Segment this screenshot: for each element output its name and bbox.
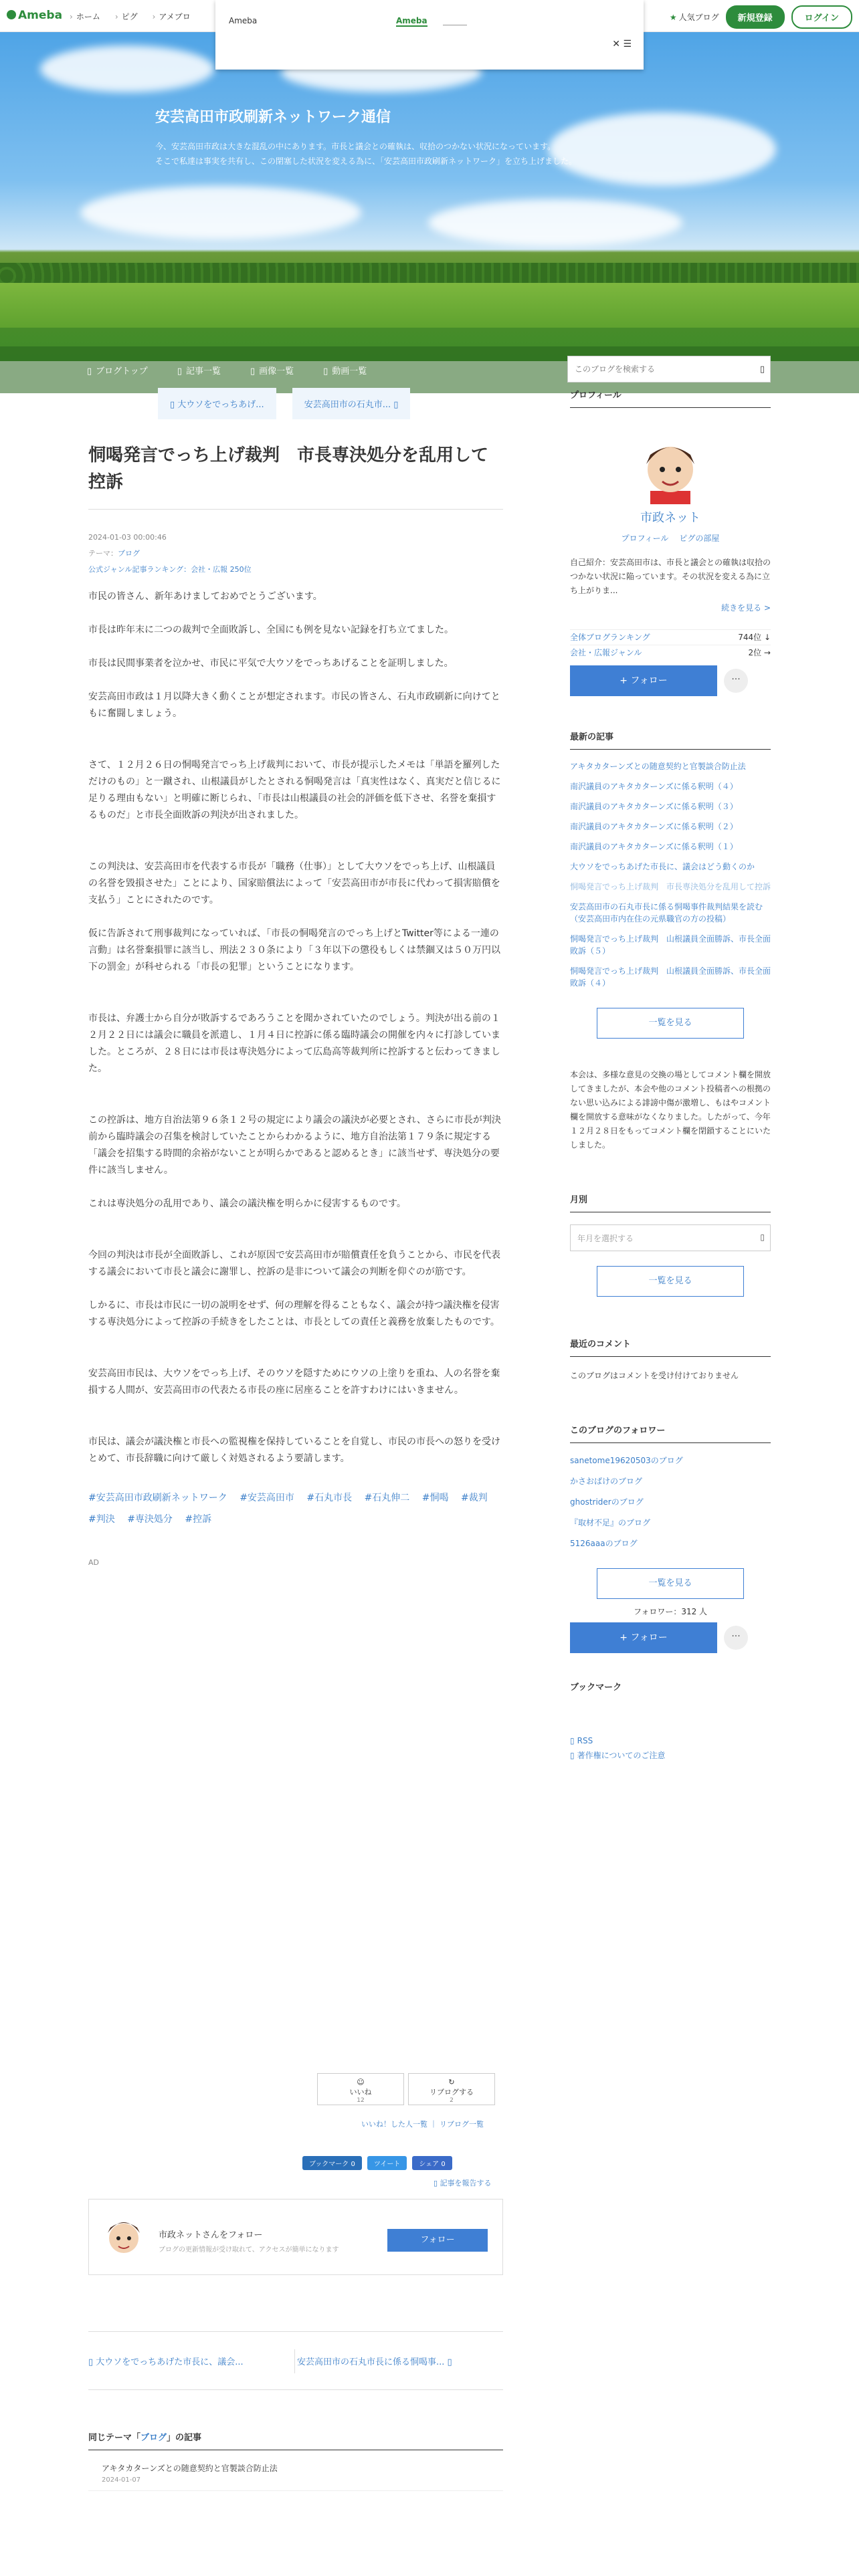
hashtag[interactable]: #裁判: [460, 1493, 488, 1503]
follow-box-desc: ブログの更新情報が受け取れて、アクセスが簡単になります: [159, 2246, 339, 2254]
hashtag[interactable]: #控訴: [185, 1514, 212, 1525]
facebook-share-button[interactable]: シェア 0: [412, 2156, 452, 2170]
article-paragraph: 市長は民間事業者を泣かせ、市民に平気で大ウソをでっちあげることを証明しました。: [88, 658, 454, 669]
rss-link[interactable]: ▯ RSS: [570, 1734, 771, 1747]
tree-line: [0, 263, 859, 283]
cloud: [40, 45, 214, 92]
follow-button[interactable]: + フォロー: [570, 665, 717, 696]
related-item-title: アキタカターンズとの随意契約と官製談合防止法: [102, 2464, 278, 2473]
overall-ranking-link[interactable]: 全体ブログランキング: [570, 633, 650, 642]
ameba-logo[interactable]: Ameba: [7, 9, 62, 22]
article-pager-bottom: [88, 2331, 503, 2390]
profile-link[interactable]: プロフィール: [621, 534, 669, 543]
blog-nav: [0, 346, 859, 393]
hatena-bookmark-button[interactable]: ブックマーク 0: [302, 2156, 362, 2170]
related-heading-post: 」の記事: [167, 2433, 202, 2443]
related-item[interactable]: [88, 2450, 503, 2491]
recent-article-link[interactable]: アキタカターンズとの随意契約と官製談合防止法: [570, 762, 746, 771]
blog-title[interactable]: 安芸高田市政刷新ネットワーク通信: [155, 109, 391, 126]
follower-link[interactable]: かさおばけのブログ: [570, 1477, 643, 1486]
article-paragraph: 安芸高田市民は、大ウソをでっち上げ、そのウソを隠すためにウソの上塗りを重ね、人の名誉を棄損する人間が、安芸高田市の代表たる市長の座に居座ることを許すわけにはいきません。: [88, 1368, 500, 1396]
nav-article-list[interactable]: ▯ 記事一覧: [177, 364, 221, 377]
follow-row: [570, 665, 771, 696]
pager-divider: [294, 2349, 295, 2373]
reblog-button[interactable]: [408, 2073, 495, 2105]
genre-ranking[interactable]: [88, 562, 503, 578]
monthly-archive: [570, 1192, 771, 1297]
smile-icon: ☺: [357, 2078, 365, 2086]
sidebar: [570, 388, 771, 1763]
top-nav-home[interactable]: › ホーム: [70, 11, 100, 22]
prev-article-link[interactable]: ▯ 大ウソをでっちあげ...: [158, 388, 276, 419]
pig-room-link[interactable]: ピグの部屋: [679, 534, 720, 543]
article-paragraph: さて、１２月２６日の恫喝発言でっち上げ裁判において、市長が提示したメモは「単語を羅列しただけのもの」と一蹴され、山根議員がしたとされる恫喝発言は「真実性はなく、真実だと信じるに足りる理由もない」と明確に断じられ、「市長は山根議員の社会的評価を低下させ、名誉を棄損するものだ」と市長全面敗訴の判決が出されました。: [88, 760, 501, 821]
reblog-count: 2: [450, 2097, 454, 2104]
reaction-links: いいね！した人一覧 ｜ リブログ一覧: [361, 2120, 484, 2129]
profile-avatar[interactable]: [637, 431, 704, 504]
article-paragraph: 市民の皆さん、新年あけましておめでとうございます。: [88, 591, 322, 602]
copyright-link[interactable]: ▯ 著作権についてのご注意: [570, 1747, 771, 1763]
ranking-row: [570, 629, 771, 645]
follow-box-name: 市政ネットさんをフォロー: [159, 2230, 263, 2240]
next-article-label: 安芸高田市の石丸市...: [304, 400, 391, 410]
read-more-link[interactable]: 続きを見る >: [721, 603, 771, 613]
follower-link[interactable]: ghostriderのブログ: [570, 1497, 644, 1507]
follow-box: [88, 2199, 503, 2275]
article-paragraph: 市長は、弁護士から自分が敗訴するであろうことを聞かされていたのでしょう。判決が出る前の１２月２２日には議会に職員を派遣し、１月４日に控訴に係る臨時議会の開催を内々に打診していました。ところが、２８日には市長は専決処分によって広島高等裁判所に控訴すると伝わってきました。: [88, 1013, 500, 1074]
nav-video-list[interactable]: ▯ 動画一覧: [323, 364, 367, 377]
reblog-icon: ↻: [448, 2078, 455, 2086]
comment-notice: 本会は、多様な意見の交換の場としてコメント欄を開放してきましたが、本会や他のコメント投稿者への根拠のない思い込みによる誹謗中傷が激増し、もはやコメント欄を開放する意味がなくなりました。したがって、今年１２月２８日をもってコメント欄を閉鎖することにいたしました。: [570, 1070, 771, 1150]
related-heading: [88, 2430, 503, 2450]
article-paragraph: これは専決処分の乱用であり、議会の議決権を明らかに侵害するものです。: [88, 1198, 406, 1209]
related-heading-theme[interactable]: ブログ: [140, 2433, 167, 2443]
search-icon[interactable]: ▯: [759, 364, 765, 374]
article-paragraph: 市長は昨年末に二つの裁判で全面敗訴し、全国にも例を見ない記録を打ち立てました。: [88, 625, 454, 635]
ranking-value: 会社・広報 250位: [191, 565, 252, 574]
blog-description: [155, 139, 684, 169]
top-right-actions: [670, 5, 852, 29]
followers-list-button[interactable]: 一覧を見る: [597, 1568, 744, 1599]
top-nav: [70, 11, 191, 22]
like-label: いいね: [349, 2088, 372, 2097]
nav-blog-top[interactable]: ▯ ブログトップ: [87, 364, 148, 377]
reblog-list-link[interactable]: リブログ一覧: [440, 2120, 484, 2129]
profile-description: 自己紹介：安芸高田市は、市長と議会との確執は収拾のつかない状況に陥っています。その状況を変える為に立ち上がりま...: [570, 558, 771, 595]
recent-article-link[interactable]: 南沢議員のアキタカターンズに係る釈明（２）: [570, 822, 738, 831]
recent-article-current[interactable]: 恫喝発言でっち上げ裁判 市長専決処分を乱用して控訴: [570, 882, 771, 891]
login-button[interactable]: ログイン: [791, 5, 852, 29]
ranking-row: [570, 645, 771, 660]
monthly-list-button[interactable]: 一覧を見る: [597, 1266, 744, 1297]
prev-article-bottom-link[interactable]: ▯ 大ウソをでっちあげた市長に、議会...: [88, 2357, 244, 2367]
hashtag[interactable]: #石丸伸二: [364, 1493, 410, 1503]
follower-link[interactable]: 『取材不足』のブログ: [570, 1518, 651, 1527]
follow-button[interactable]: + フォロー: [570, 1622, 717, 1653]
recent-list-button[interactable]: 一覧を見る: [597, 1008, 744, 1039]
hashtags: [88, 1487, 503, 1530]
followers-box: [570, 1423, 771, 1653]
ranking-box: [570, 629, 771, 660]
follow-row: [570, 1622, 771, 1653]
recent-article-link[interactable]: 大ウソをでっちあげた市長に、議会はどう動くのか: [570, 862, 755, 871]
blog-description-line: そこで私達は事実を共有し、この閉塞した状況を変える為に、「安芸高田市政刷新ネットワーク」を立ち上げました。: [155, 156, 577, 166]
recent-articles: [570, 730, 771, 1039]
article-paragraph: しかるに、市長は市民に一切の説明をせず、何の理解を得ることもなく、議会が持つ議決権を侵害する専決処分によって控訴の手続きをしたことは、市長としての責任と義務を放棄したものです。: [88, 1300, 500, 1327]
profile-heading: プロフィール: [570, 388, 771, 408]
grass-field: [0, 283, 859, 328]
next-article-bottom-label: 安芸高田市の石丸市長に係る恫喝事...: [297, 2357, 445, 2367]
popup-close-button[interactable]: ✕ ☰: [612, 39, 632, 49]
tweet-button[interactable]: ツイート: [367, 2156, 407, 2170]
theme-label: テーマ：: [88, 549, 118, 558]
like-button[interactable]: [317, 2073, 404, 2105]
profile-name[interactable]: 市政ネット: [640, 511, 700, 525]
overall-ranking-value: 744位 ↓: [738, 633, 771, 642]
cloud: [428, 199, 682, 246]
month-select[interactable]: 年月を選択する ▯: [570, 1224, 771, 1251]
related-heading-pre: 同じテーマ「: [88, 2433, 141, 2443]
article-body: [88, 588, 503, 1467]
article-paragraph: 安芸高田市政は１月以降大きく動くことが想定されます。市民の皆さん、石丸市政刷新に向けてともに奮闘しましょう。: [88, 691, 500, 719]
share-bar: [302, 2156, 452, 2170]
theme-link[interactable]: ブログ: [118, 549, 140, 558]
article-paragraph: 市民は、議会が議決権と市長への監視権を保持していることを自覚し、市民の市長への怒りを受けとめて、市長辞職に向けて厳しく対処されるよう要請します。: [88, 1436, 500, 1464]
monthly-heading: 月別: [570, 1192, 771, 1212]
popup-tab-empty[interactable]: [443, 16, 467, 25]
ranking-label: 公式ジャンル記事ランキング：: [88, 565, 191, 574]
recent-article-link[interactable]: 南沢議員のアキタカターンズに係る釈明（３）: [570, 802, 738, 811]
article-date: 2024-01-03 00:00:46: [88, 533, 167, 542]
nav-image-list[interactable]: ▯ 画像一覧: [250, 364, 294, 377]
ad-label: AD: [88, 1558, 99, 1567]
article-title: 恫喝発言でっち上げ裁判 市長専決処分を乱用して控訴: [88, 442, 503, 510]
like-count: 12: [357, 2097, 365, 2104]
genre-ranking-link[interactable]: 会社・広報ジャンル: [570, 648, 642, 657]
popup-tab[interactable]: Ameba: [396, 16, 427, 25]
blog-header: [0, 32, 859, 377]
hashtag[interactable]: #専決処分: [127, 1514, 173, 1525]
hashtag[interactable]: #恫喝: [421, 1493, 449, 1503]
article-theme: [88, 546, 503, 562]
related-item-date: 2024-01-07: [102, 2476, 141, 2484]
like-list-link[interactable]: いいね！した人一覧: [361, 2120, 427, 2129]
bookmark-box: [570, 1680, 771, 1763]
hashtag[interactable]: #安芸高田市: [240, 1493, 294, 1503]
hashtag[interactable]: #判決: [88, 1514, 115, 1525]
recent-article-link[interactable]: 南沢議員のアキタカターンズに係る釈明（４）: [570, 782, 738, 791]
profile-links: [570, 532, 771, 544]
recent-heading: 最新の記事: [570, 730, 771, 750]
hashtag[interactable]: #石丸市長: [306, 1493, 353, 1503]
avatar: [102, 2212, 145, 2260]
recent-article-link[interactable]: 恫喝発言でっち上げ裁判 山根議員全面勝訴、市長全面敗訴（５）: [570, 934, 771, 956]
follower-link[interactable]: 5126aaaのブログ: [570, 1539, 638, 1548]
popular-blog-link[interactable]: ★ 人気ブログ: [670, 11, 719, 23]
hashtag[interactable]: #安芸高田市政刷新ネットワーク: [88, 1493, 227, 1503]
report-label: 記事を報告する: [440, 2179, 492, 2187]
report-link[interactable]: ▯ 記事を報告する: [434, 2179, 492, 2187]
article-main: [88, 388, 503, 1567]
comments-heading: 最近のコメント: [570, 1337, 771, 1357]
next-article-link[interactable]: 安芸高田市の石丸市... ▯: [292, 388, 411, 419]
article-paragraph: この判決は、安芸高田市を代表する市長が「職務（仕事）」として大ウソをでっち上げ、山根議員の名誉を毀損させた」ことにより、国家賠償法によって「安芸高田市が市長に代わって損害賠償を支払う」ことにされたのです。: [88, 861, 500, 905]
article-paragraph: 仮に告訴されて刑事裁判になっていれば、「市長の恫喝発言のでっち上げとTwitter等による一連の言動」は名誉棄損罪に該当し、刑法２３０条により「３年以下の懲役もしくは禁錮又は５０万円以下の罰金」が科せられる「市長の犯罪」ということになります。: [88, 928, 500, 972]
next-article-bottom-link[interactable]: 安芸高田市の石丸市長に係る恫喝事... ▯: [297, 2357, 452, 2367]
prev-article-label: 大ウソをでっちあげ...: [177, 400, 264, 410]
article-paragraph: この控訴は、地方自治法第９６条１２号の規定により議会の議決が必要とされ、さらに市長が判決前から臨時議会の召集を検討していたことからわかるように、地方自治法第１７９条に規定する「議会を招集する時間的余裕がないことが明らかであると認めるとき」に該当せず、専決処分の要件に該当しません。: [88, 1115, 501, 1176]
blog-search: [567, 356, 771, 383]
blog-description-line: 今、安芸高田市政は大きな混乱の中にあります。市長と議会との確執は、収拾のつかない状況になっています。: [155, 142, 556, 151]
register-button[interactable]: 新規登録: [726, 5, 785, 29]
recent-article-link[interactable]: 南沢議員のアキタカターンズに係る釈明（１）: [570, 842, 738, 851]
genre-ranking-value: 2位 →: [748, 648, 771, 657]
blog-search-input[interactable]: [568, 356, 742, 382]
article-paragraph: 今回の判決は市長が全面敗訴し、これが原因で安芸高田市が賠償責任を負うことから、市民を代表する議会において市長と議会に謝罪し、控訴の是非について議会の判断を仰ぐのが筋です。: [88, 1250, 500, 1277]
reblog-label: リブログする: [430, 2088, 474, 2097]
recent-comments: [570, 1337, 771, 1383]
top-nav-pig[interactable]: › ピグ: [115, 11, 138, 22]
follower-count: フォロワー：312 人: [633, 1607, 708, 1616]
prev-article-bottom-label: 大ウソをでっちあげた市長に、議会...: [96, 2357, 244, 2367]
comments-text: このブログはコメントを受け付けておりません: [570, 1371, 739, 1380]
followers-heading: このブログのフォロワー: [570, 1423, 771, 1443]
more-options-button[interactable]: ···: [724, 1626, 748, 1650]
article-meta: [88, 530, 503, 578]
follow-box-button[interactable]: フォロー: [387, 2229, 488, 2252]
follower-link[interactable]: sanetome19620503のブログ: [570, 1456, 683, 1465]
recent-article-link[interactable]: 安芸高田市の石丸市長に係る恫喝事件裁判結果を読む（安芸高田市内在住の元県職官の方の投稿）: [570, 902, 763, 924]
cloud: [80, 186, 361, 239]
recent-article-link[interactable]: 恫喝発言でっち上げ裁判 山根議員全面勝訴、市長全面敗訴（４）: [570, 966, 771, 988]
article-pager-top: [158, 388, 503, 419]
menu-popup: [215, 0, 644, 70]
related-articles: [88, 2430, 503, 2491]
more-options-button[interactable]: ···: [724, 669, 748, 693]
top-nav-ameblo[interactable]: › アメブロ: [153, 11, 191, 22]
popup-label: Ameba: [229, 16, 258, 25]
frog-icon: [7, 10, 16, 19]
bookmark-heading: ブックマーク: [570, 1683, 622, 1693]
article-actions: [317, 2073, 495, 2105]
